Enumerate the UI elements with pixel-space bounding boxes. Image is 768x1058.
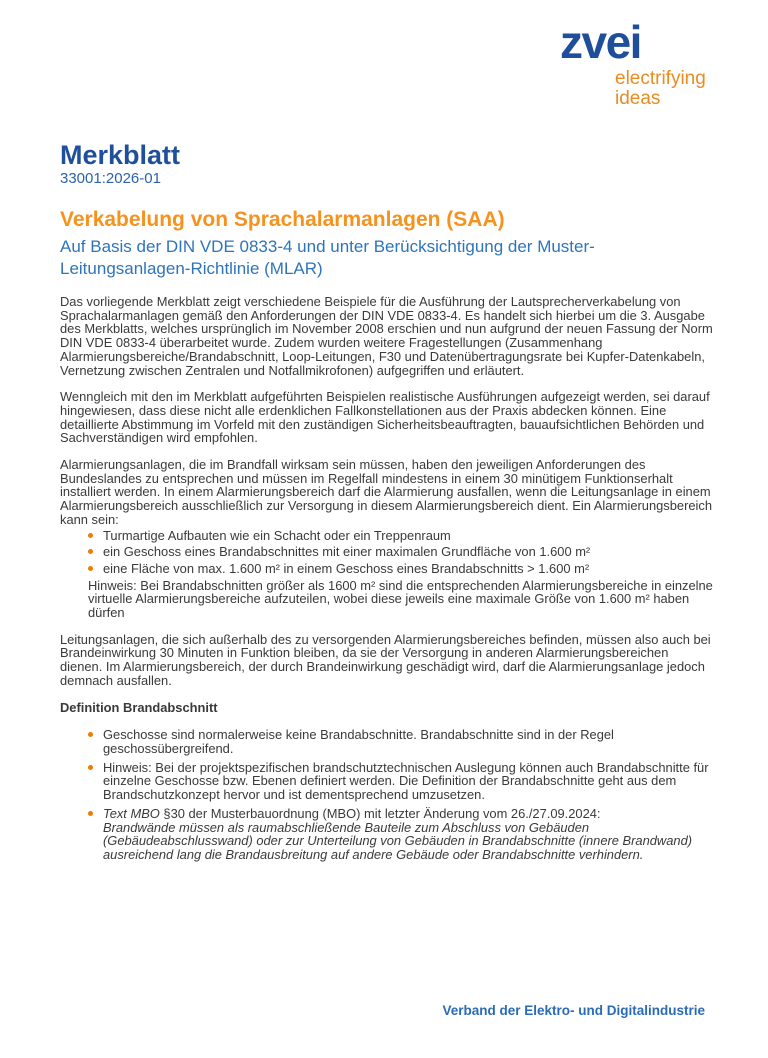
list-item	[88, 545, 713, 559]
list-item	[88, 807, 713, 862]
list-item-text: eine Fläche von max. 1.600 m² in einem Geschoss eines Brandabschnitts > 1.600 m²	[103, 560, 590, 576]
section-heading-brandabschnitt: Definition Brandabschnitt	[60, 699, 218, 715]
list-item-text-mbo	[103, 807, 713, 862]
zvei-logo-tagline	[615, 69, 706, 109]
list-item	[88, 529, 713, 543]
alarm-note: Hinweis: Bei Brandabschnitten größer als 1600 m² sind die entsprechenden Alarmierungsbereiche in einzelne virtuelle Alarmierungsbereiche aufzuteilen, wobei diese jeweils eine maximale Größe von 1.600 m² haben dürfen	[88, 577, 713, 621]
bullet-icon	[88, 545, 103, 559]
doc-number: 33001:2026-01	[60, 170, 161, 187]
mbo-regular-part: §30 der Musterbauordnung (MBO) mit letzter Änderung vom 26./27.09.2024:	[159, 805, 601, 821]
paragraph-leitungsanlagen: Leitungsanlagen, die sich außerhalb des zu versorgenden Alarmierungsbereiches befinden, müssen also auch bei Brandeinwirkung 30 Minuten in Funktion bleiben, da sie der Versorgung in anderen Alarmierungsbereichen dienen. Im Alarmierungsbereich, der durch Brandeinwirkung geschädigt wird, darf die Alarmierungsanlage jedoch demnach ausfallen.	[60, 631, 711, 688]
zvei-tagline-line2: ideas	[615, 88, 661, 109]
list-item	[88, 728, 713, 755]
bullet-icon	[88, 728, 103, 755]
body-text	[60, 295, 713, 862]
list-item-text: Turmartige Aufbauten wie ein Schacht oder ein Treppenraum	[103, 527, 451, 543]
bullet-icon	[88, 562, 103, 576]
mbo-italic-lead: Text MBO	[103, 805, 160, 821]
bullet-icon	[88, 529, 103, 543]
doc-type-heading: Merkblatt	[60, 140, 181, 170]
zvei-tagline-line1: electrifying	[615, 68, 706, 89]
footer-association-name: Verband der Elektro- und Digitalindustrie	[442, 1003, 705, 1018]
document-content	[60, 141, 713, 867]
document-subtitle: Auf Basis der DIN VDE 0833-4 und unter Berücksichtigung der Muster-Leitungsanlagen-Richtlinie (MLAR)	[60, 237, 595, 278]
zvei-logo-wordmark: zvei	[560, 16, 641, 68]
definition-list	[60, 728, 713, 861]
paragraph-alarmierung: Alarmierungsanlagen, die im Brandfall wirksam sein müssen, haben den jeweiligen Anforderungen des Bundeslandes zu entsprechen und müssen im Regelfall mindestens in einem 30 minütigem Funktionserhalt installiert werden. In einem Alarmierungsbereich darf die Alarmierung ausfallen, wenn die Leitungsanlage in einem Alarmierungsbereich ausschließlich zur Versorgung in diesem Alarmierungsbereich dient. Ein Alarmierungsbereich kann sein:	[60, 457, 713, 527]
list-item-text: ein Geschoss eines Brandabschnittes mit einer maximalen Grundfläche von 1.600 m²	[103, 544, 591, 560]
mbo-quote: Brandwände müssen als raumabschließende Bauteile zum Abschluss von Gebäuden (Gebäudeabschlusswand) oder zur Unterteilung von Gebäuden in Brandabschnitte (innere Brandwand) ausreichend lang die Brandausbreitung auf andere Gebäude oder Brandabschnitte verhindern.	[103, 819, 693, 862]
bullet-icon	[88, 807, 103, 862]
alarm-area-list	[60, 529, 713, 576]
document-title: Verkabelung von Sprachalarmanlagen (SAA)	[60, 208, 505, 231]
list-item-text: Hinweis: Bei der projektspezifischen brandschutztechnischen Auslegung können auch Brandabschnitte für einzelne Geschosse bzw. Ebenen definiert werden. Die Definition der Brandabschnitte geht aus dem Brandschutzkonzept hervor und ist dementsprechend umzusetzen.	[103, 759, 709, 803]
paragraph-intro: Das vorliegende Merkblatt zeigt verschiedene Beispiele für die Ausführung der Lautsprecherverkabelung von Sprachalarmanlagen gemäß den Anforderungen der DIN VDE 0833-4. Es handelt sich hierbei um die 3. Ausgabe des Merkblatts, welches ursprünglich im November 2008 erschien und nun aufgrund der neuen Fassung der Norm DIN VDE 0833-4 überarbeitet wurde. Zudem wurden weitere Fragestellungen (Zusammenhang Alarmierungsbereiche/Brandabschnitt, Loop-Leitungen, F30 und Datenübertragungsrate bei Kupfer-Datenkabeln, Vernetzung zwischen Zentralen und Notfallmikrofonen) aufgegriffen und erläutert.	[60, 294, 713, 378]
paragraph-caveat: Wenngleich mit den im Merkblatt aufgeführten Beispielen realistische Ausführungen aufgezeigt werden, sei darauf hingewiesen, dass diese nicht alle erdenklichen Fallkonstellationen aus der Praxis abdecken können. Eine detaillierte Abstimmung im Vorfeld mit den zuständigen Sicherheitsbeauftragten, bauaufsichtlichen Behörden und Sachverständigen wird empfohlen.	[60, 389, 710, 446]
list-item-text: Geschosse sind normalerweise keine Brandabschnitte. Brandabschnitte sind in der Regel geschossübergreifend.	[103, 727, 614, 756]
list-item	[88, 562, 713, 576]
bullet-icon	[88, 761, 103, 802]
zvei-logo	[560, 16, 706, 109]
list-item	[88, 761, 713, 802]
